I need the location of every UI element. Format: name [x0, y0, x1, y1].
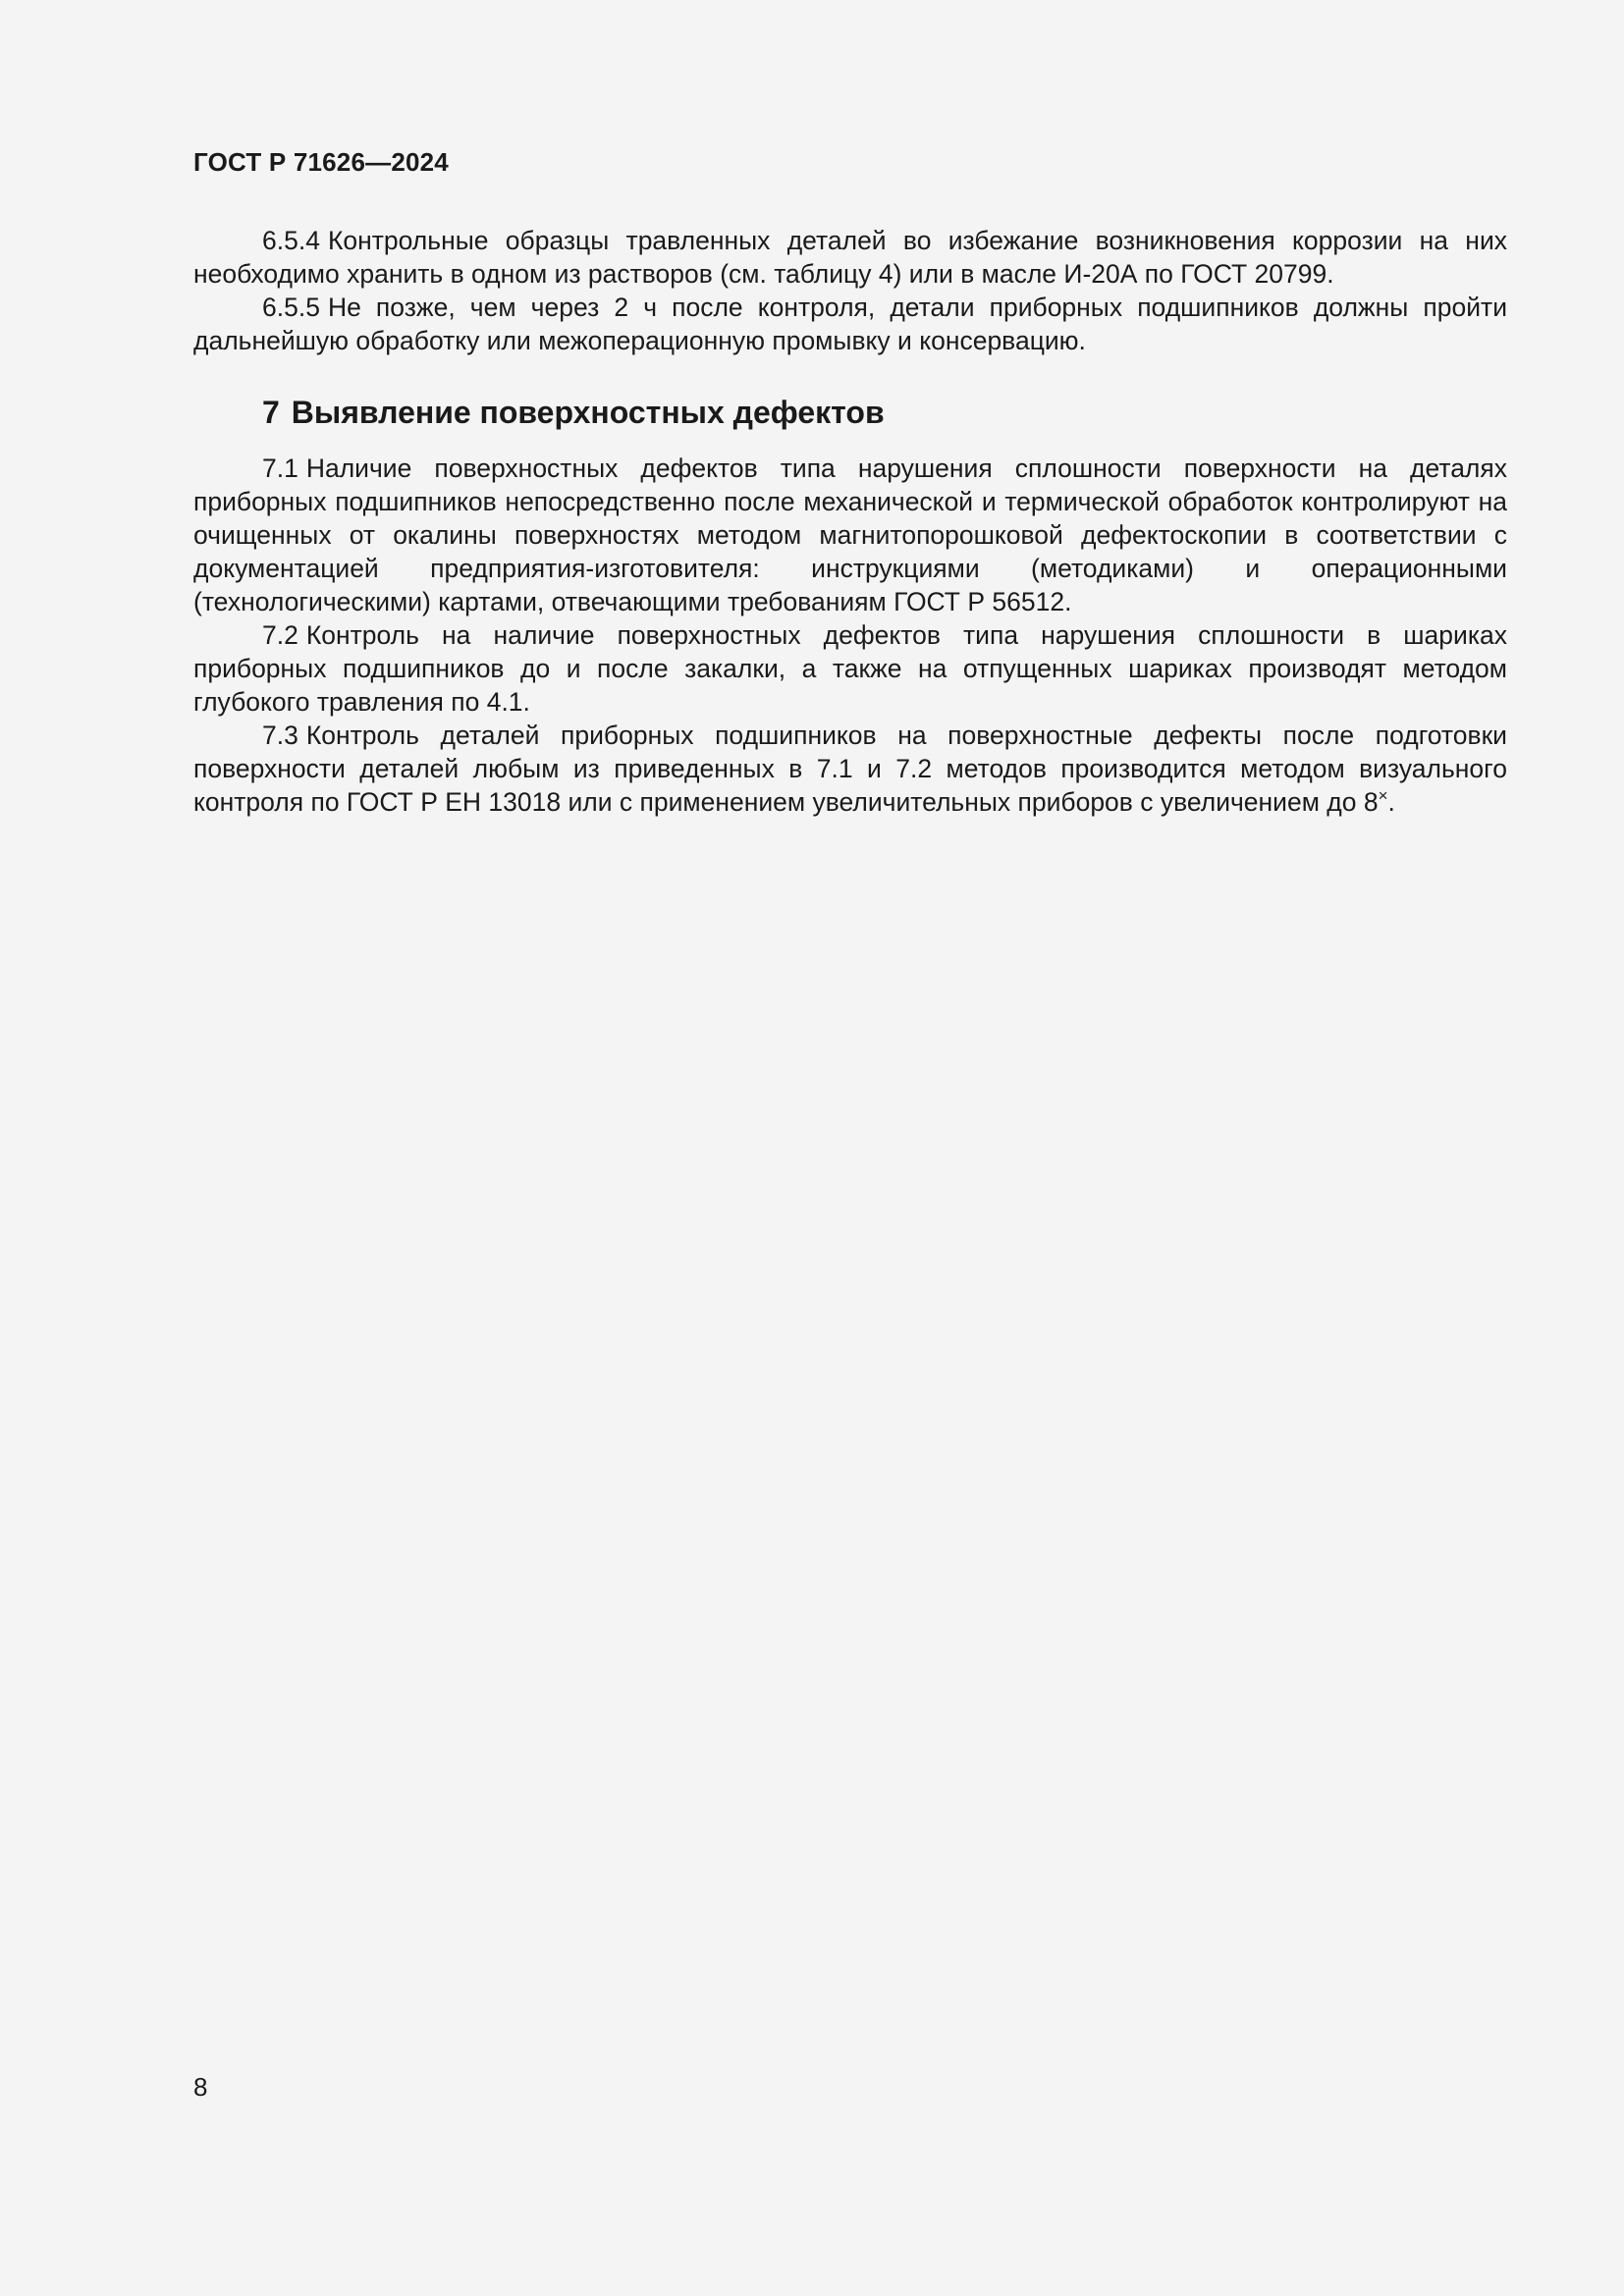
paragraph-number: 7.1 [262, 454, 298, 483]
document-code-header: ГОСТ Р 71626—2024 [193, 147, 449, 177]
section-heading [262, 393, 1507, 432]
paragraph-number: 6.5.4 [262, 226, 320, 255]
paragraph-number: 7.2 [262, 620, 298, 650]
paragraph-text: Контрольные образцы травленных деталей во избежание возникновения коррозии на них необходимо хранить в одном из растворов (см. таблицу 4) или в масле И-20А по ГОСТ 20799. [193, 226, 1507, 289]
paragraph-number: 6.5.5 [262, 293, 320, 322]
magnification-superscript: × [1378, 786, 1388, 806]
paragraph-6-5-5 [193, 291, 1507, 357]
paragraph-7-2 [193, 618, 1507, 719]
paragraph-end: . [1387, 787, 1395, 817]
page-number: 8 [193, 2072, 208, 2102]
paragraph-7-3 [193, 719, 1507, 819]
paragraph-7-1 [193, 452, 1507, 618]
paragraph-number: 7.3 [262, 721, 298, 750]
section-number: 7 [262, 395, 280, 430]
paragraph-text: Контроль деталей приборных подшипников на поверхностные дефекты после подготовки поверхности деталей любым из приведенных в 7.1 и 7.2 методов производится методом визуального контроля по ГОСТ Р ЕН 13018 или с применением увеличительных приборов с увеличением до 8 [193, 721, 1507, 817]
paragraph-6-5-4 [193, 224, 1507, 291]
section-title: Выявление поверхностных дефектов [291, 395, 885, 430]
page-content [193, 224, 1507, 819]
paragraph-text: Контроль на наличие поверхностных дефектов типа нарушения сплошности в шариках приборных подшипников до и после закалки, а также на отпущенных шариках производят методом глубокого травления по 4.1. [193, 620, 1507, 717]
paragraph-text: Не позже, чем через 2 ч после контроля, детали приборных подшипников должны пройти дальнейшую обработку или межоперационную промывку и консервацию. [193, 293, 1507, 355]
paragraph-text: Наличие поверхностных дефектов типа нарушения сплошности поверхности на деталях приборных подшипников непосредственно после механической и термической обработок контролируют на очищенных от окалины поверхностях методом магнитопорошковой дефектоскопии в соответствии с документацией предприятия-изготовителя: инструкциями (методиками) и операционными (технологическими) картами, отвечающими требованиям ГОСТ Р 56512. [193, 454, 1507, 616]
